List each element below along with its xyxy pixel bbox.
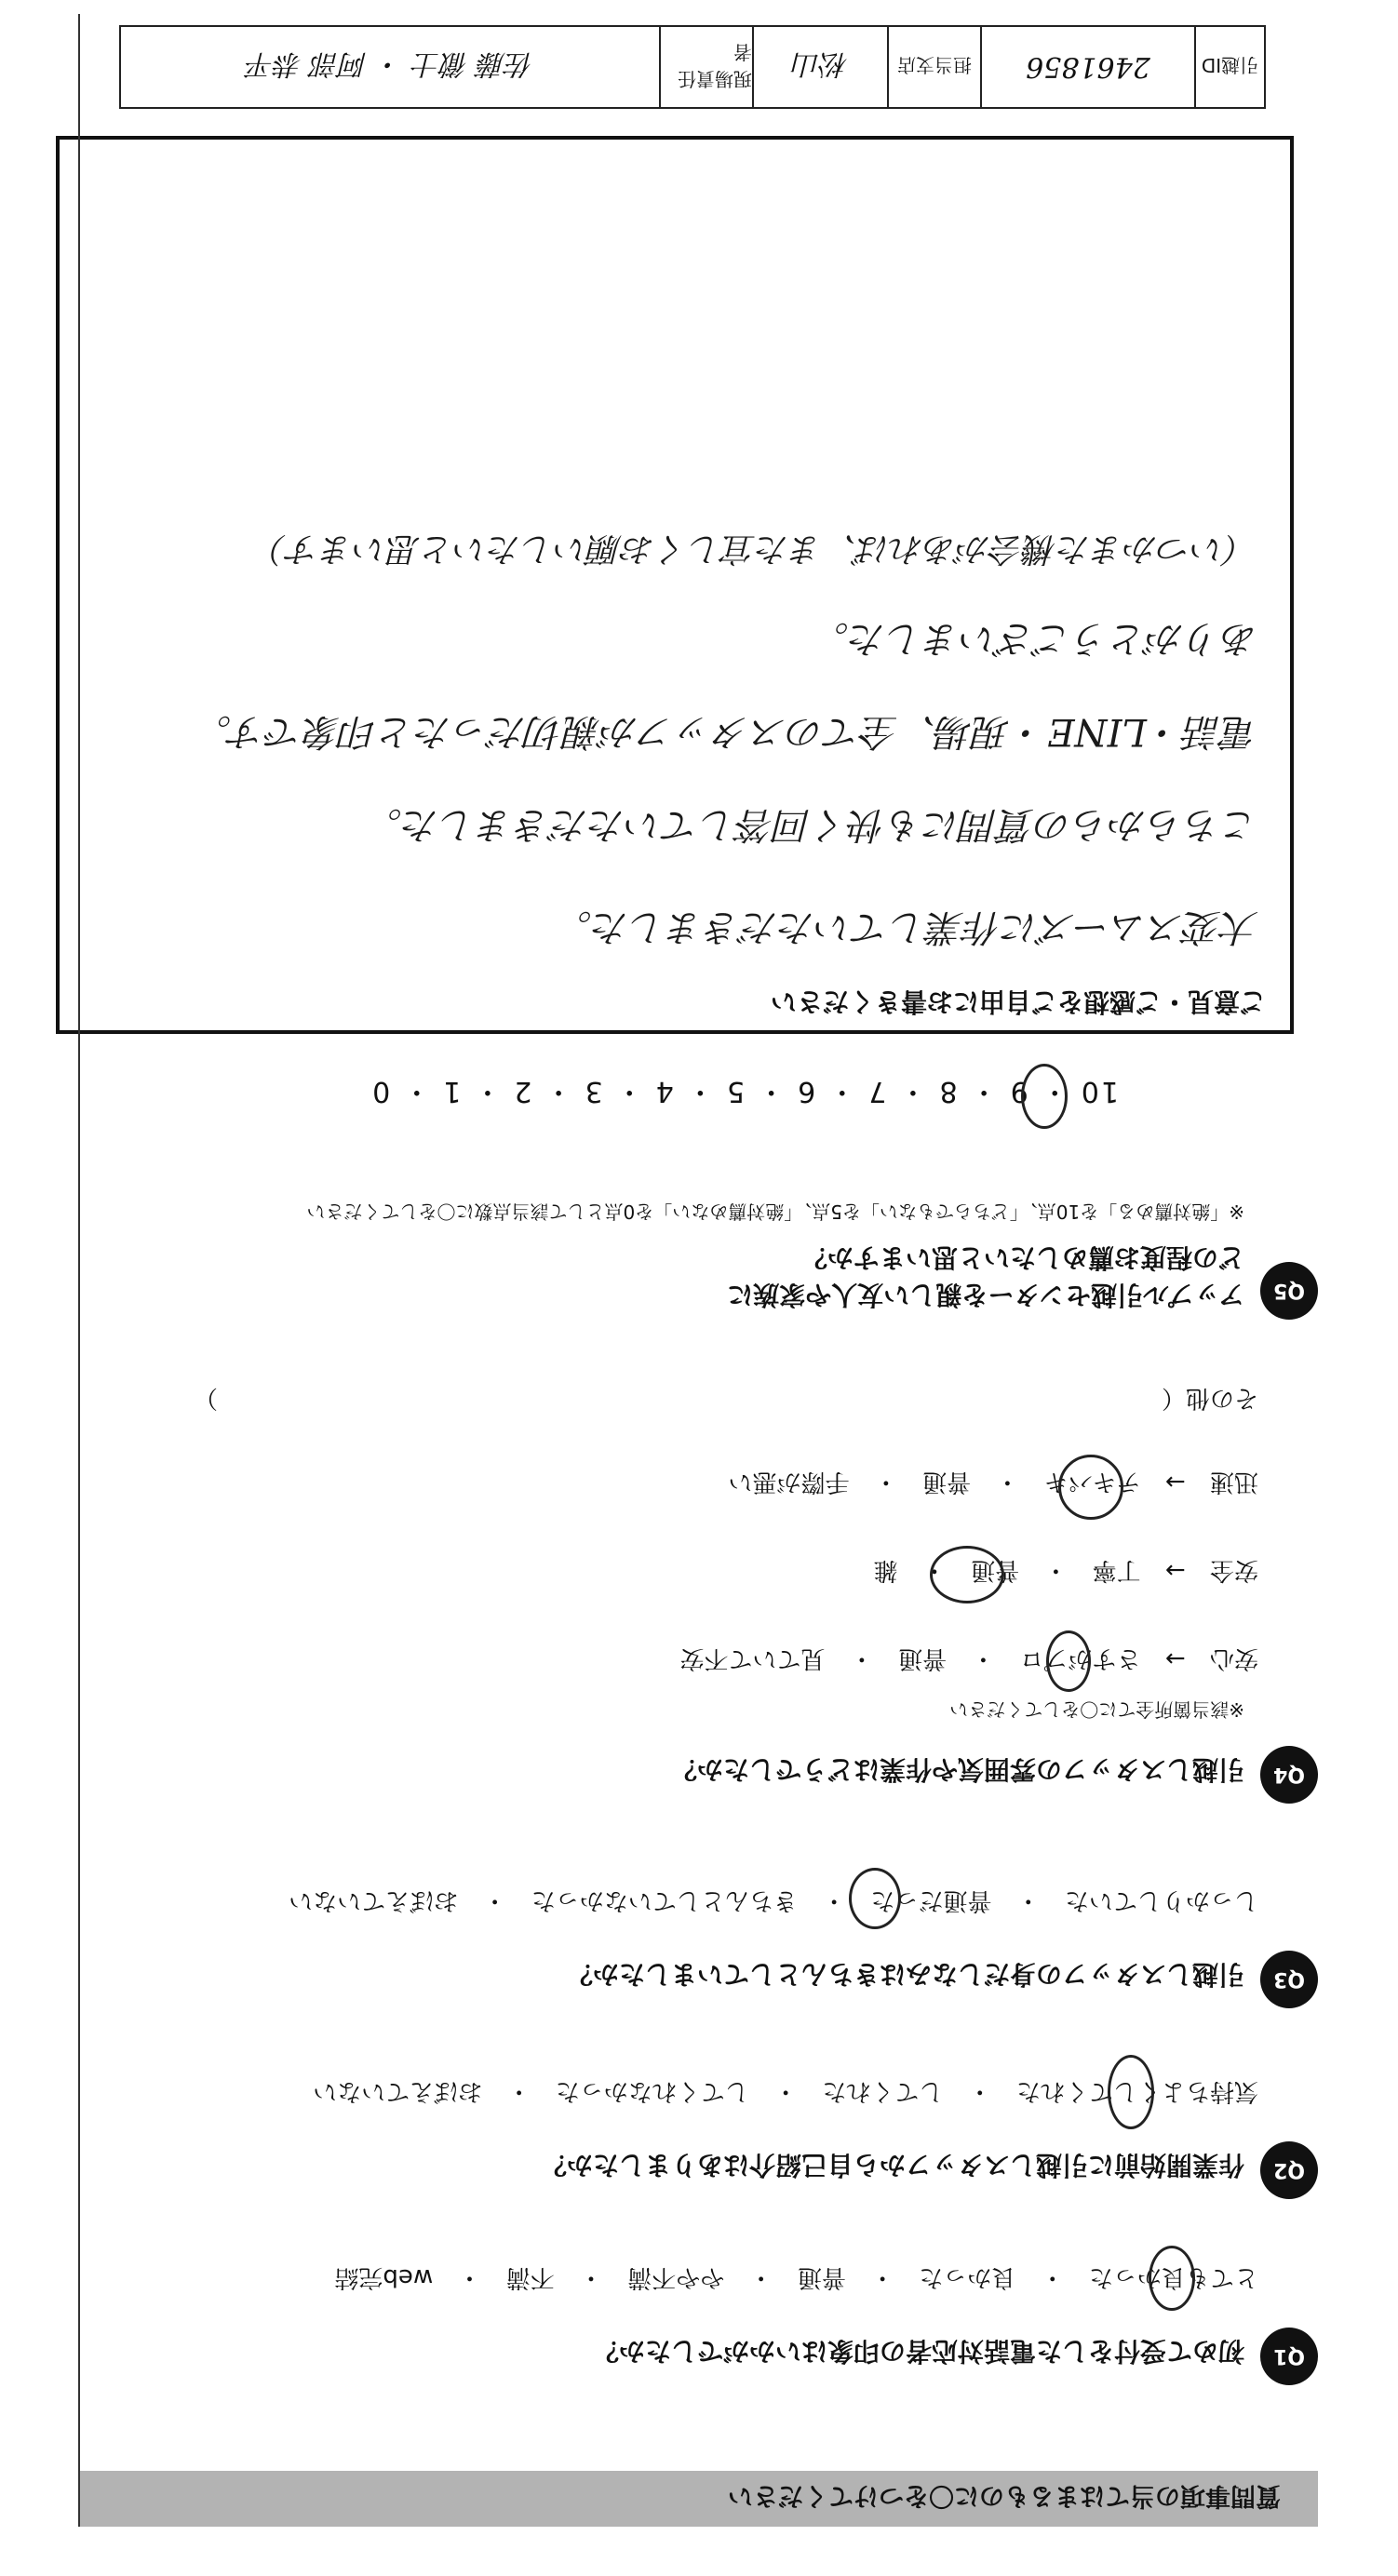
scale-7[interactable]: 7 [867, 1075, 887, 1107]
q4-other: その他（ ） [193, 1384, 1258, 1412]
header-label-staff: 現場責任者 [659, 27, 752, 107]
q2-opt-1[interactable]: 気持ちよくしてくれた [1015, 2077, 1258, 2105]
q4-question: 引越しスタッフの雰囲気や作業はどうでしたか？ [670, 1754, 1244, 1785]
q1-circle [1149, 2246, 1195, 2311]
header-label-id: 引越ID [1194, 27, 1264, 107]
q1-opt-1[interactable]: とても良かった [1088, 2263, 1258, 2291]
scale-6[interactable]: 6 [796, 1075, 816, 1107]
q4-trust-circle [1046, 1630, 1091, 1692]
q3-question: 引越しスタッフの身だしなみはきちんとしていましたか？ [566, 1959, 1244, 1990]
q4-safety-opt-1[interactable]: 丁寧 [1092, 1556, 1141, 1584]
recommend-scale: 10 ・ 9 ・ 8 ・ 7 ・ 6 ・ 5 ・ 4 ・ 3 ・ 2 ・ 1 ・ 0 [370, 1075, 1119, 1107]
q5-question-line1: アップル引越センターを親しい友人や家族に [727, 1280, 1244, 1310]
scale-2[interactable]: 2 [512, 1075, 532, 1107]
q2-circle [1108, 2055, 1154, 2129]
q4-speed-label: 迅速 [1209, 1468, 1258, 1496]
q1-badge: Q1 [1260, 2328, 1318, 2385]
scale-8[interactable]: 8 [937, 1075, 958, 1107]
comment-line-1: 大変スムーズに作業していただきました。 [555, 906, 1258, 948]
q4-speed-opt-2[interactable]: 普通 [922, 1468, 972, 1496]
q4-safety-opt-2[interactable]: 普通 [971, 1556, 1020, 1584]
q1-opt-6[interactable]: web完結 [334, 2263, 434, 2291]
q3-opt-3[interactable]: きちんとしていなかった [531, 1886, 798, 1914]
scale-1[interactable]: 1 [441, 1075, 462, 1107]
q4-trust-label: 安心 [1209, 1644, 1258, 1672]
comment-line-3: 電話・LINE・現場、全てのスタッフが親切だったと印象です。 [194, 710, 1258, 753]
q4-safety-label: 安全 [1209, 1556, 1258, 1584]
comment-box [56, 136, 1294, 1034]
scale-10[interactable]: 10 [1079, 1075, 1119, 1107]
q5-note: ※「絶対薦める」を10点、「どちらでもない」を5点、「絶対薦めない」を0点として該当点数に〇をしてください [306, 1201, 1244, 1223]
q5-badge: Q5 [1260, 1262, 1318, 1320]
q3-opt-2[interactable]: 普通だった [870, 1886, 992, 1914]
q3-circle [849, 1868, 901, 1929]
scale-3[interactable]: 3 [583, 1075, 603, 1107]
q4-note: ※該当箇所全てに〇をしてください [949, 1698, 1244, 1721]
header-label-branch: 担当支店 [887, 27, 980, 107]
q1-opt-5[interactable]: 不満 [505, 2263, 555, 2291]
q4-speed-opt-1[interactable]: テキパキ [1043, 1468, 1141, 1496]
q3-opt-1[interactable]: しっかりしていた [1064, 1886, 1258, 1914]
instructions-banner: 質問事項の当てはまるものに〇をつけてください [80, 2471, 1318, 2527]
q4-trust-opt-2[interactable]: 普通 [898, 1644, 948, 1672]
comment-line-2: こちらからの質問にも快く回答していただきました。 [365, 803, 1258, 846]
q2-options: 気持ちよくしてくれた ・ してくれた ・ してくれなかった ・ おぼえていない [313, 2077, 1258, 2105]
q2-question: 作業開始前に引越しスタッフから自己紹介はありましたか？ [540, 2150, 1244, 2180]
scale-0[interactable]: 0 [370, 1075, 391, 1107]
page-edge-rule [78, 14, 80, 2527]
selected-score-circle [1021, 1064, 1068, 1129]
q3-opt-4[interactable]: おぼえていない [289, 1886, 459, 1914]
q2-opt-2[interactable]: してくれた [822, 2077, 944, 2105]
q4-safety-opt-3[interactable]: 雑 [873, 1556, 898, 1584]
q1-opt-2[interactable]: 良かった [919, 2263, 1016, 2291]
q4-speed-opt-3[interactable]: 手際が悪い [728, 1468, 850, 1496]
q4-safety-circle [930, 1546, 1004, 1603]
q4-speed-circle [1058, 1455, 1123, 1520]
q2-badge: Q2 [1260, 2141, 1318, 2199]
scale-4[interactable]: 4 [653, 1075, 674, 1107]
q1-options: とても良かった ・ 良かった ・ 普通 ・ やや不満 ・ 不満 ・ web完結 [334, 2263, 1258, 2291]
q1-question: 初めて受付をした電話対応者の印象はいかがでしたか？ [592, 2336, 1244, 2367]
q2-opt-4[interactable]: おぼえていない [313, 2077, 483, 2105]
staff-value: 佐藤 徹士 ・ 阿部 恭平 [246, 47, 534, 80]
comments-title: ご意見・ご感想をご自由にお書きください [770, 986, 1266, 1017]
q4-trust-opt-3[interactable]: 見ていて不安 [679, 1644, 826, 1672]
q1-opt-3[interactable]: 普通 [797, 2263, 846, 2291]
q3-badge: Q3 [1260, 1951, 1318, 2008]
q4-trust-opt-1[interactable]: さすがプロ [1019, 1644, 1141, 1672]
branch-value: 松山 [752, 27, 887, 107]
q4-row-safety: 安全 → 丁寧 ・ 普通 ・ 雑 [873, 1556, 1258, 1584]
header-table [119, 25, 1266, 109]
q3-options: しっかりしていた ・ 普通だった ・ きちんとしていなかった ・ おぼえていない [289, 1886, 1258, 1914]
comment-line-5: （いつかまた機会があれば、また宜しくお願いしたいと思います） [252, 530, 1258, 568]
comment-line-4: ありがとうございました。 [812, 617, 1258, 660]
move-id-value: 2461856 [980, 27, 1194, 107]
q5-question-line2: どの程度お薦めしたいと思いますか？ [800, 1242, 1244, 1273]
scale-9[interactable]: 9 [1008, 1075, 1028, 1107]
q4-badge: Q4 [1260, 1746, 1318, 1804]
q1-opt-4[interactable]: やや不満 [627, 2263, 725, 2291]
scale-5[interactable]: 5 [724, 1075, 746, 1107]
q4-row-trust: 安心 → さすがプロ ・ 普通 ・ 見ていて不安 [679, 1644, 1258, 1672]
q4-row-speed: 迅速 → テキパキ ・ 普通 ・ 手際が悪い [728, 1468, 1258, 1496]
q2-opt-3[interactable]: してくれなかった [555, 2077, 749, 2105]
